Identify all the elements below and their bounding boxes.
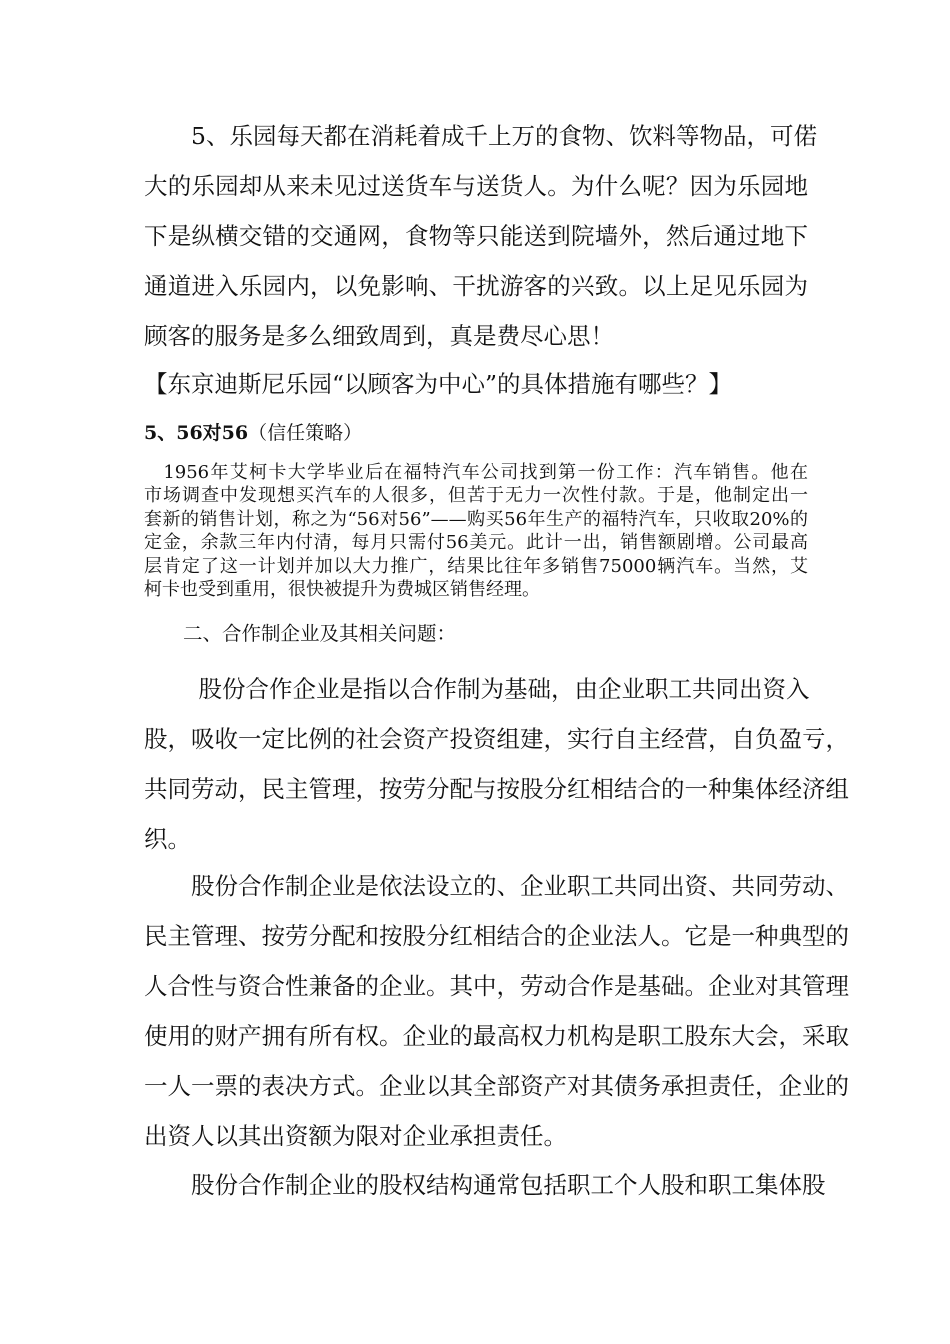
text-line: 顾客的服务是多么细致周到，真是费尽心思！ <box>144 322 614 350</box>
paragraph-equity-structure <box>144 1160 826 1210</box>
paragraph-park-delivery <box>144 111 817 361</box>
section-title-suffix: （信任策略） <box>248 422 363 444</box>
section-title-bold: 5、56对56 <box>144 422 249 444</box>
text-line: 5、乐园每天都在消耗着成千上万的食物、饮料等物品，可偌 <box>144 122 817 150</box>
paragraph-case-study <box>144 461 808 601</box>
text-line: 人合性与资合性兼备的企业。其中，劳动合作是基础。企业对其管理 <box>144 972 849 1000</box>
text-line: 柯卡也受到重用，很快被提升为费城区销售经理。 <box>144 579 540 601</box>
section-two-heading <box>144 618 808 650</box>
text-line: 1956年艾柯卡大学毕业后在福特汽车公司找到第一份工作：汽车销售。他在 <box>144 462 808 483</box>
text-line: 层肯定了这一计划并加以大力推广，结果比往年多销售75000辆汽车。当然，艾 <box>144 555 808 577</box>
text-line: 套新的销售计划，称之为“56对56”——购买56年生产的福特汽车，只收取20%的 <box>144 508 808 530</box>
text-line: 大的乐园却从来未见过送货车与送货人。为什么呢？因为乐园地 <box>144 172 808 200</box>
text-line: 通道进入乐园内，以免影响、干扰游客的兴致。以上足见乐园为 <box>144 272 808 300</box>
text-line: 出资人以其出资额为限对企业承担责任。 <box>144 1122 567 1150</box>
text-line: 股份合作制企业的股权结构通常包括职工个人股和职工集体股 <box>144 1171 826 1199</box>
question-heading <box>144 364 808 404</box>
text-line: 使用的财产拥有所有权。企业的最高权力机构是职工股东大会，采取 <box>144 1022 849 1050</box>
text-line: 下是纵横交错的交通网，食物等只能送到院墙外，然后通过地下 <box>144 222 808 250</box>
text-line: 织。 <box>144 825 191 853</box>
section-title-text <box>144 418 808 448</box>
text-line: 股，吸收一定比例的社会资产投资组建，实行自主经营，自负盈亏， <box>144 725 849 753</box>
section-title <box>144 418 808 448</box>
text-line: 股份合作制企业是依法设立的、企业职工共同出资、共同劳动、 <box>144 872 849 900</box>
paragraph-legal-person <box>144 861 849 1161</box>
text-line: 民主管理、按劳分配和按股分红相结合的企业法人。它是一种典型的 <box>144 922 849 950</box>
paragraph-definition <box>144 664 849 864</box>
text-line: 股份合作企业是指以合作制为基础，由企业职工共同出资入 <box>144 675 810 703</box>
text-line: 【东京迪斯尼乐园“以顾客为中心”的具体措施有哪些？】 <box>144 370 733 398</box>
text-line: 二、合作制企业及其相关问题： <box>144 622 457 645</box>
text-line: 共同劳动，民主管理，按劳分配与按股分红相结合的一种集体经济组 <box>144 775 849 803</box>
text-line: 定金，余款三年内付清，每月只需付56美元。此计一出，销售额剧增。公司最高 <box>144 532 808 554</box>
text-line: 一人一票的表决方式。企业以其全部资产对其债务承担责任，企业的 <box>144 1072 849 1100</box>
text-line: 市场调查中发现想买汽车的人很多，但苦于无力一次性付款。于是，他制定出一 <box>144 485 808 507</box>
